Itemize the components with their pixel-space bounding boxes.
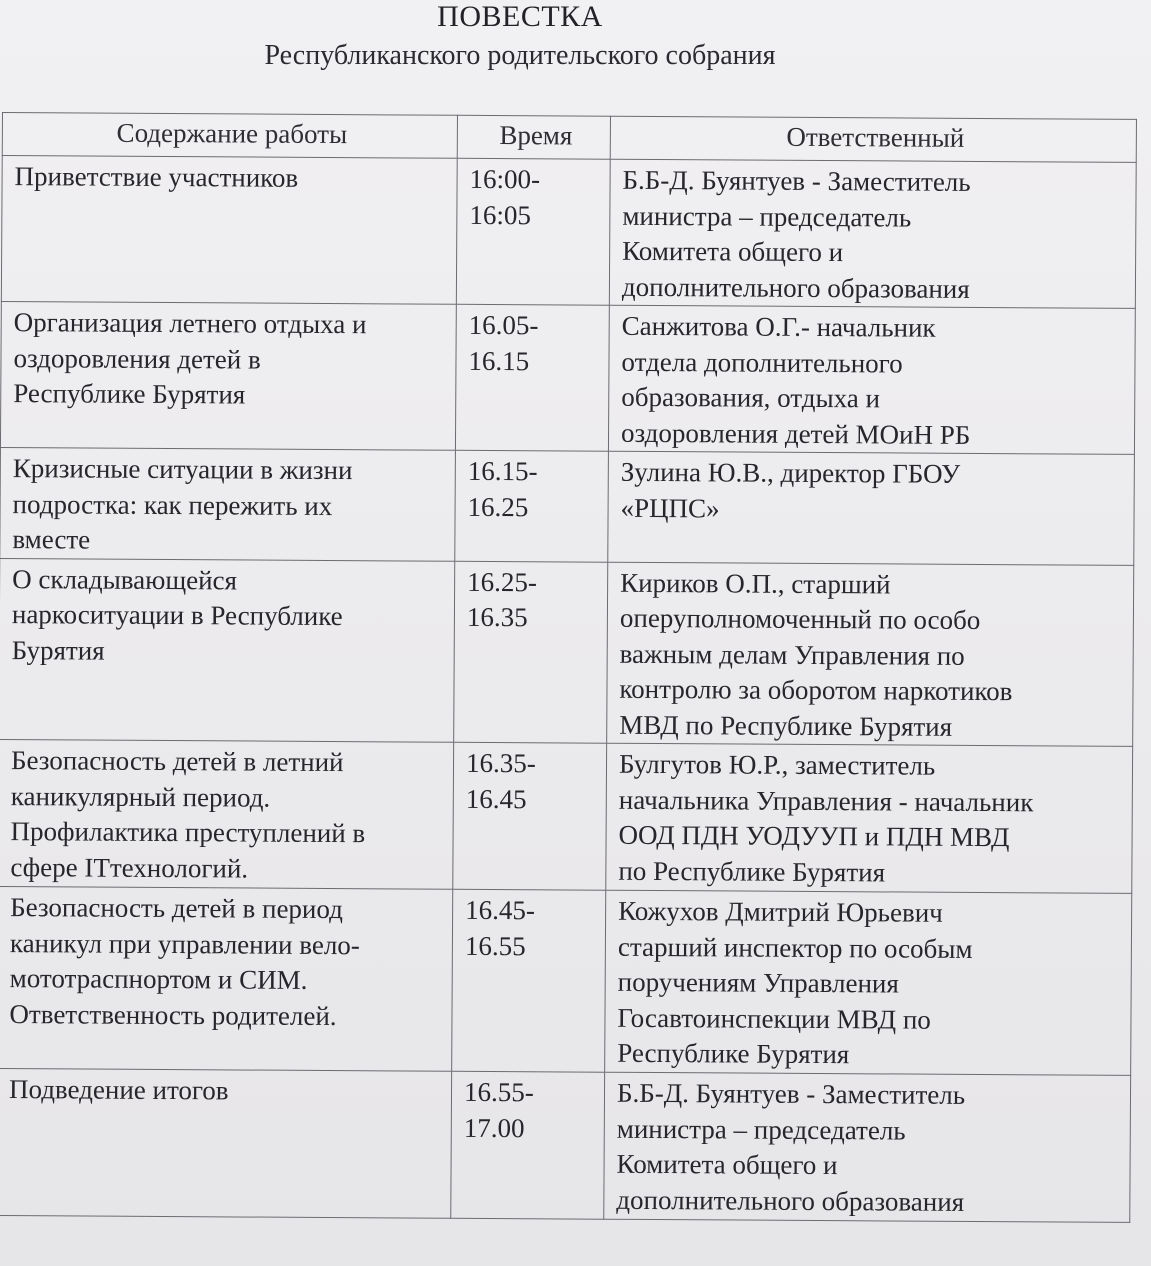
header-responsible: Ответственный <box>610 116 1136 162</box>
header-time: Время <box>457 115 610 159</box>
row-time: 16:00- 16:05 <box>456 158 610 305</box>
row-topic: Организация летнего отдыха и оздоровления детей в Республике Бурятия <box>0 301 456 450</box>
row-time: 16.25- 16.35 <box>454 561 608 743</box>
table-row <box>0 1068 1131 1222</box>
row-time: 16.35- 16.45 <box>453 742 607 890</box>
row-time: 16.45- 16.55 <box>452 889 606 1072</box>
row-topic: Подведение итогов <box>0 1068 452 1218</box>
header-topic: Содержание работы <box>2 113 457 159</box>
row-topic: Приветствие участников <box>1 156 457 305</box>
agenda-table <box>0 112 1137 1223</box>
row-time: 16.15- 16.25 <box>455 450 609 561</box>
row-topic: Безопасность детей в летний каникулярный период. Профилактика преступлений в сфере ITтехнологий. <box>0 739 454 889</box>
table-row <box>0 739 1133 893</box>
row-responsible: Кириков О.П., старший оперуполномоченный по особо важным делам Управления по контролю за оборотом наркотиков МВД по Республике Бурятия <box>607 562 1134 747</box>
row-responsible: Санжитова О.Г.- начальник отдела дополнительного образования, отдыха и оздоровления детей МОиН РБ <box>608 305 1135 454</box>
row-responsible: Б.Б-Д. Буянтуев - Заместитель министра – председатель Комитета общего и дополнительного образования <box>604 1072 1131 1222</box>
table-row <box>1 156 1136 309</box>
table-row <box>0 447 1134 564</box>
row-responsible: Б.Б-Д. Буянтуев - Заместитель министра – председатель Комитета общего и дополнительного образования <box>609 159 1136 308</box>
row-topic: Безопасность детей в период каникул при управлении вело- мототраспнортом и СИМ. Ответственность родителей. <box>0 886 453 1071</box>
table-header-row <box>2 113 1136 163</box>
row-topic: Кризисные ситуации в жизни подростка: как пережить их вместе <box>0 447 455 560</box>
table-row <box>0 886 1132 1075</box>
row-responsible: Кожухов Дмитрий Юрьевич старший инспектор по особым поручениям Управления Госавтоинспекции МВД по Республике Бурятия <box>605 890 1132 1075</box>
table-row <box>0 301 1135 454</box>
document-subtitle: Республиканского родительского собрания <box>264 40 776 71</box>
document-title: ПОВЕСТКА <box>437 0 603 33</box>
row-responsible: Зулина Ю.В., директор ГБОУ «РЦПС» <box>608 451 1135 565</box>
table-row <box>0 558 1134 746</box>
row-time: 16.55- 17.00 <box>451 1071 605 1219</box>
row-responsible: Булгутов Ю.Р., заместитель начальника Управления - начальник ООД ПДН УОДУУП и ПДН МВД по Республике Бурятия <box>606 743 1133 893</box>
row-time: 16.05- 16.15 <box>455 304 609 451</box>
row-topic: О складывающейся наркоситуации в Республике Бурятия <box>0 558 455 742</box>
